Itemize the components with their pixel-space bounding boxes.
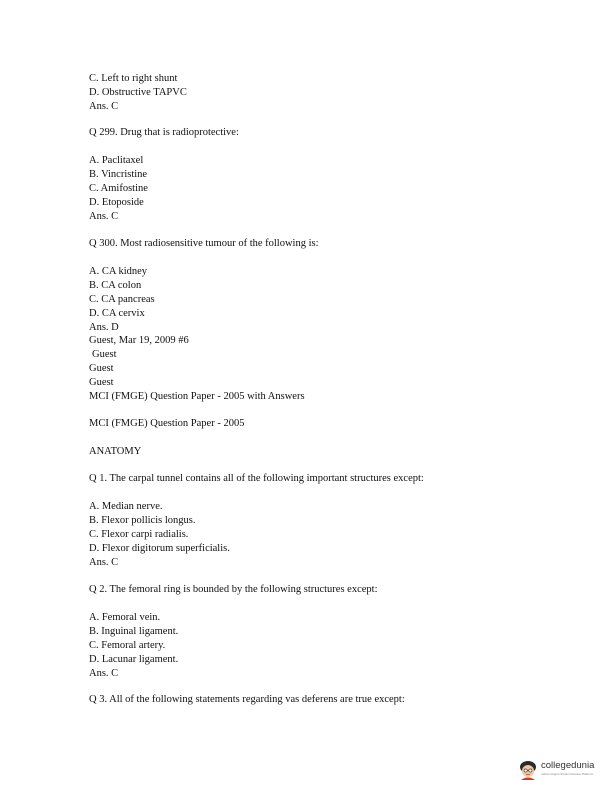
collegedunia-logo — [518, 758, 594, 782]
option-line: B. Vincristine — [89, 169, 148, 180]
answer-line: Ans. C — [89, 668, 119, 679]
option-line: D. Obstructive TAPVC — [89, 87, 187, 98]
option-line: A. CA kidney — [89, 266, 148, 277]
post-meta: Guest, Mar 19, 2009 #6 — [89, 335, 189, 346]
answer-line: Ans. C — [89, 101, 119, 112]
paper-title: MCI (FMGE) Question Paper - 2005 — [89, 418, 245, 429]
question-1: Q 1. The carpal tunnel contains all of the following important structures except: — [89, 473, 424, 484]
option-line: C. Femoral artery. — [89, 640, 166, 651]
answer-line: Ans. C — [89, 557, 119, 568]
option-line: B. Flexor pollicis longus. — [89, 515, 196, 526]
option-line: D. Lacunar ligament. — [89, 654, 179, 665]
answer-line: Ans. D — [89, 322, 119, 333]
mascot-icon — [518, 759, 538, 781]
author-line: Guest — [89, 377, 114, 388]
section-heading: ANATOMY — [89, 446, 142, 457]
author-line: Guest — [89, 363, 114, 374]
question-2: Q 2. The femoral ring is bounded by the following structures except: — [89, 584, 378, 595]
question-299: Q 299. Drug that is radioprotective: — [89, 127, 239, 138]
option-line: A. Median nerve. — [89, 501, 163, 512]
option-line: D. Flexor digitorum superficialis. — [89, 543, 230, 554]
option-line: A. Paclitaxel — [89, 155, 144, 166]
paper-heading: MCI (FMGE) Question Paper - 2005 with Answers — [89, 391, 305, 402]
option-line: A. Femoral vein. — [89, 612, 161, 623]
option-line: B. Inguinal ligament. — [89, 626, 179, 637]
logo-tagline: India's largest Student Review Platform — [541, 772, 594, 776]
option-line: C. Amifostine — [89, 183, 148, 194]
option-line: C. Left to right shunt — [89, 73, 178, 84]
question-3: Q 3. All of the following statements regarding vas deferens are true except: — [89, 694, 405, 705]
logo-name: collegedunia — [541, 760, 595, 771]
option-line: C. Flexor carpi radialis. — [89, 529, 189, 540]
answer-line: Ans. C — [89, 211, 119, 222]
option-line: D. CA cervix — [89, 308, 145, 319]
option-line: D. Etoposide — [89, 197, 144, 208]
author-line: Guest — [92, 349, 117, 360]
option-line: B. CA colon — [89, 280, 142, 291]
question-300: Q 300. Most radiosensitive tumour of the following is: — [89, 238, 319, 249]
option-line: C. CA pancreas — [89, 294, 155, 305]
